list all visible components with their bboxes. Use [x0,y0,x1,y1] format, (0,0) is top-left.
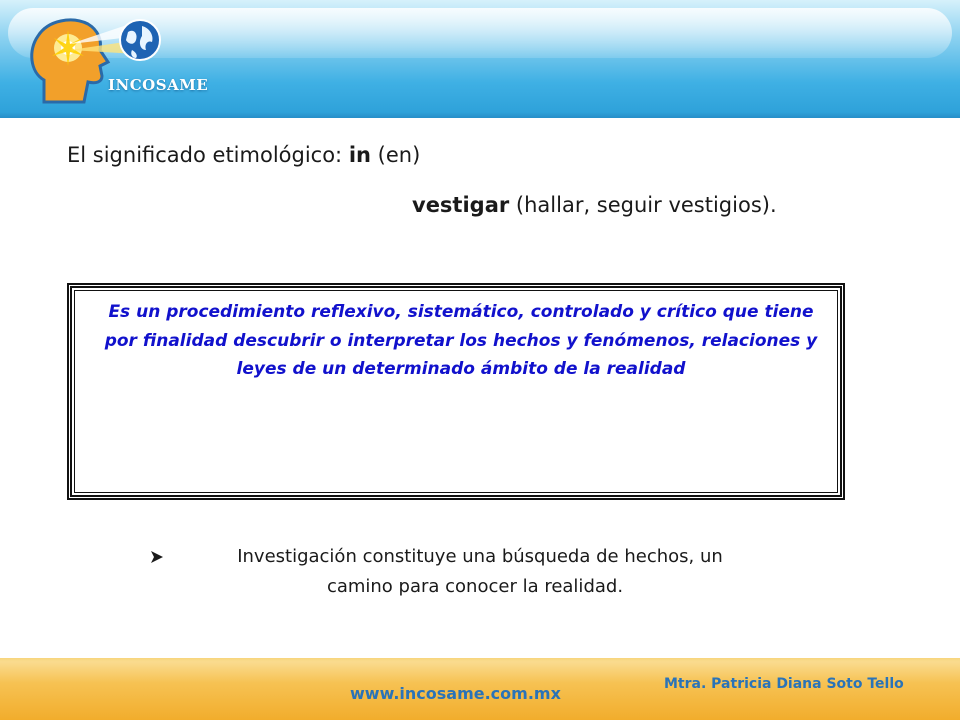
etymology-meaning-vestigar: (hallar, seguir vestigios). [509,193,777,217]
etymology-line-2 [412,193,777,217]
incosame-logo [24,10,164,110]
etymology-root-vestigar: vestigar [412,193,510,217]
etymology-meaning-en: (en) [370,143,421,167]
bullet-line-1: Investigación constituye una búsqueda de hechos, un [237,546,723,567]
definition-box [67,283,845,500]
definition-text: Es un procedimiento reflexivo, sistemático, controlado y crítico que tiene por finalidad descubrir o interpretar los hechos y fenómenos, relaciones y leyes de un determinado ámbito de la realidad [104,302,818,379]
arrow-bullet-icon [150,550,164,564]
brand-name: INCOSAME [108,76,209,94]
etymology-prefix: El significado etimológico: [67,143,349,167]
bullet-point [150,542,800,602]
globe-icon [120,20,160,60]
footer-author: Mtra. Patricia Diana Soto Tello [664,676,904,692]
footer-url: www.incosame.com.mx [350,684,561,703]
etymology-root-in: in [348,143,371,167]
bullet-line-2: camino para conocer la realidad. [326,576,624,597]
etymology-line-1 [67,143,420,167]
